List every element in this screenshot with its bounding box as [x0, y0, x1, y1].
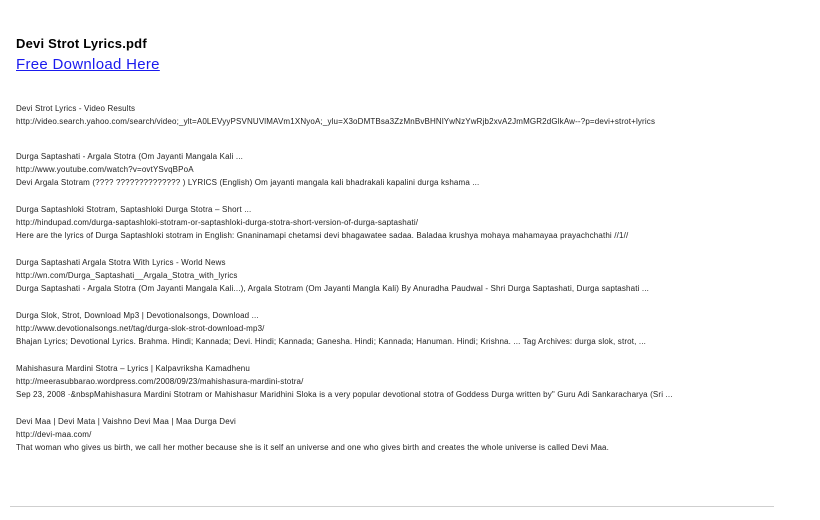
pdf-page: [16, 0, 808, 520]
result-url[interactable]: http://hindupad.com/durga-saptashloki-stotram-or-saptashloki-durga-stotra-short-version-of-durga-saptashati/: [16, 218, 419, 227]
result-snippet: Durga Saptashati - Argala Stotra (Om Jayanti Mangala Kali...), Argala Stotram (Om Jayanti Mangla Kali) By Anuradha Paudwal - Shri Durga Saptashati, Durga saptashati ...: [16, 284, 650, 293]
result-title[interactable]: Durga Saptashati - Argala Stotra (Om Jayanti Mangala Kali ...: [16, 152, 244, 161]
free-download-link[interactable]: Free Download Here: [16, 56, 160, 73]
result-title[interactable]: Devi Strot Lyrics - Video Results: [16, 104, 136, 113]
result-snippet: Sep 23, 2008 ·&nbspMahishasura Mardini Stotram or Mahishasur Maridhini Sloka is a very popular devotional stotra of Goddess Durga written by" Guru Adi Sankaracharya (Sri ...: [16, 390, 673, 399]
result-url[interactable]: http://meerasubbarao.wordpress.com/2008/09/23/mahishasura-mardini-stotra/: [16, 377, 304, 386]
result-snippet: That woman who gives us birth, we call her mother because she is it self an universe and one who gives birth and creates the whole universe is called Devi Maa.: [16, 443, 610, 452]
result-url[interactable]: http://www.youtube.com/watch?v=ovtYSvqBPoA: [16, 165, 194, 174]
result-item: [16, 258, 808, 293]
search-results-list: [16, 104, 808, 465]
result-url[interactable]: http://www.devotionalsongs.net/tag/durga-slok-strot-download-mp3/: [16, 324, 265, 333]
result-item: [16, 417, 808, 452]
result-snippet: Here are the lyrics of Durga Saptashloki stotram in English: Gnaninamapi chetamsi devi bhagawatee sadaa. Baladaa krushya mohaya mahamayaa prayachchathi //1//: [16, 231, 629, 240]
result-title[interactable]: Durga Slok, Strot, Download Mp3 | Devotionalsongs, Download ...: [16, 311, 259, 320]
result-title[interactable]: Durga Saptashati Argala Stotra With Lyrics - World News: [16, 258, 226, 267]
result-item: [16, 205, 808, 240]
result-title[interactable]: Mahishasura Mardini Stotra – Lyrics | Kalpavriksha Kamadhenu: [16, 364, 250, 373]
result-snippet: Bhajan Lyrics; Devotional Lyrics. Brahma. Hindi; Kannada; Devi. Hindi; Kannada; Ganesha. Hindi; Kannada; Hanuman. Hindi; Krishna. ... Tag Archives: durga slok, strot, ...: [16, 337, 646, 346]
document-title: Devi Strot Lyrics.pdf: [16, 36, 147, 51]
result-url[interactable]: http://video.search.yahoo.com/search/video;_ylt=A0LEVyyPSVNUVlMAVm1XNyoA;_ylu=X3oDMTBsa3ZzMnBvBHNlYwNzYwRjb2xvA2JmMGR2dGlkAw--?p=devi+strot+lyrics: [16, 117, 656, 126]
result-item: [16, 311, 808, 346]
result-title[interactable]: Devi Maa | Devi Mata | Vaishno Devi Maa | Maa Durga Devi: [16, 417, 236, 426]
result-url[interactable]: http://devi-maa.com/: [16, 430, 92, 439]
result-item: [16, 364, 808, 399]
result-title[interactable]: Durga Saptashloki Stotram, Saptashloki Durga Stotra – Short ...: [16, 205, 252, 214]
result-item: [16, 152, 808, 187]
result-url[interactable]: http://wn.com/Durga_Saptashati__Argala_Stotra_with_lyrics: [16, 271, 238, 280]
result-snippet: Devi Argala Stotram (???? ?????????????? ) LYRICS (English) Om jayanti mangala kali bhadrakali kapalini durga kshama ...: [16, 178, 480, 187]
page-divider: [10, 506, 774, 507]
result-item: [16, 104, 808, 126]
